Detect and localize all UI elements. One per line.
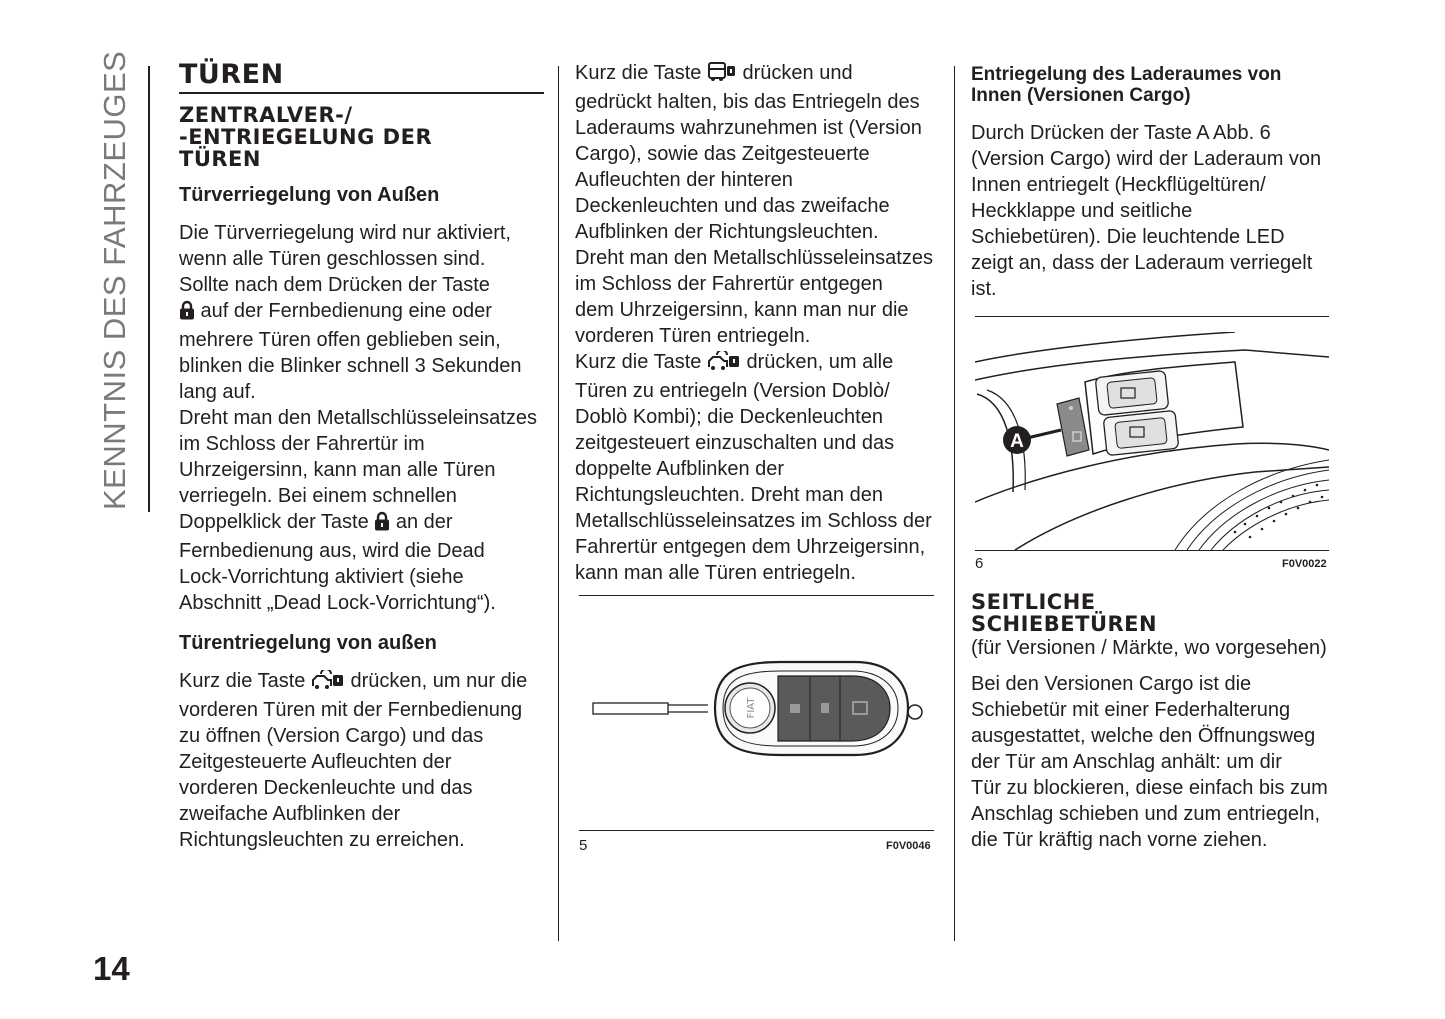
svg-text:FIAT: FIAT [746,697,757,719]
padlock-icon [374,511,390,538]
sliding-note: (für Versionen / Märkte, wo vorgesehen) [971,637,1327,659]
cargo-unlock-icon [707,60,737,89]
car-unlock-icon [707,351,741,378]
unlock-paragraph: Kurz die Taste drücken, um nur die vorderen Türen mit der Fernbedienung zu öffnen (Version Cargo) und das Zeitgesteuerte Aufleuchten der vorderen Deckenleuchte und das zweifache Aufblinken der Richtungsleuchten zu erreichen. [179,670,528,851]
page-title: TÜREN [179,59,284,90]
figure-top-rule [975,316,1329,317]
car-unlock-icon [311,670,345,697]
subsection-heading-cargo: Entriegelung des Laderaumes von Innen (Versionen Cargo) [971,64,1282,106]
lock-paragraph: Die Türverriegelung wird nur aktiviert, wenn alle Türen geschlossen sind. Sollte nach dem Drücken der Taste auf der Fernbedienung eine oder mehrere Türen offen geblieben sein, blinken die Blinker schnell 3 Sekunden lang auf. Dreht man den Metallschlüsseleinsatzes im Schloss der Fahrertür im Uhrzeigersinn, kann man alle Türen verriegeln. Bei einem schnellen Doppelklick der Taste an der Fernbedienung aus, wird die Dead Lock-Vorrichtung aktiviert (siehe Abschnitt „Dead Lock-Vorrichtung“). [179,222,537,614]
subsection-heading-lock: Türverriegelung von Außen [179,184,440,206]
column-divider [558,66,559,941]
section-heading: ZENTRALVER-/ -ENTRIEGELUNG DER TÜREN [179,103,433,171]
side-divider [148,66,150,512]
sliding-doors-section [971,591,1341,853]
column-3 [971,64,1341,302]
callout-label: A [1010,431,1024,452]
key-fob-figure [590,650,935,770]
column-divider [954,66,955,941]
figure-number: 5 [579,837,588,854]
figure-bottom-rule [975,550,1329,551]
section-side-label: KENNTNIS DES FAHRZEUGES [97,50,132,510]
column-2 [575,60,945,586]
figure-code: F0V0046 [886,840,931,852]
figure-bottom-rule [579,830,934,831]
figure-code: F0V0022 [1282,558,1327,570]
subsection-heading-unlock: Türentriegelung von außen [179,632,437,654]
door-panel-figure [975,332,1329,550]
page-number: 14 [93,950,130,987]
column-1 [179,60,544,853]
figure-top-rule [579,595,934,596]
cargo-paragraph: Durch Drücken der Taste A Abb. 6 (Version Cargo) wird der Laderaum von Innen entriegelt (Heckflügeltüren/ Heckklappe und seitliche Schiebetüren). Die leuchtende LED zeigt an, dass der Laderaum verriegelt ist. [971,122,1322,300]
key-paragraph: Kurz die Taste drücken und gedrückt halten, bis das Entriegeln des Laderaums wahrzunehmen ist (Version Cargo), sowie das Zeitgesteuerte Aufleuchten der hinteren Deckenleuchten und das zweifache Aufblinken der Richtungsleuchten. Dreht man den Metallschlüsseleinsatzes im Schloss der Fahrertür entgegen dem Uhrzeigersinn, kann man nur die vorderen Türen entriegeln. Kurz die Taste drücken, um alle Türen zu entriegeln (Version Doblò/ Doblò Kombi); die Deckenleuchten zeitgesteuert einzuschalten und das doppelte Aufblinken der Richtungsleuchten. Dreht man den Metallschlüsseleinsatzes im Schloss der Fahrertür entgegen dem Uhrzeigersinn, kann man alle Türen entriegeln. [575,62,933,584]
section-heading-sliding: SEITLICHE SCHIEBETÜREN [971,590,1158,636]
padlock-icon [179,300,195,327]
figure-number: 6 [975,555,984,572]
sliding-paragraph: Bei den Versionen Cargo ist die Schiebetür mit einer Federhalterung ausgestattet, welche den Öffnungsweg der Tür am Anschlag anhält: um dir Tür zu blockieren, diese einfach bis zum Anschlag schieben und zum entriegeln, die Tür kräftig nach vorne ziehen. [971,673,1328,851]
